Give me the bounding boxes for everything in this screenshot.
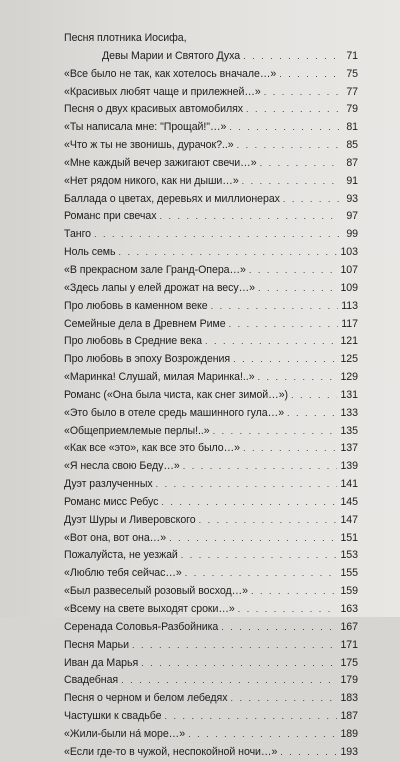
- toc-entry: [64, 369, 358, 387]
- toc-entry: [64, 690, 358, 708]
- toc-entry-title: Семейные дела в Древнем Риме: [64, 317, 226, 330]
- toc-entry-page-number: 175: [340, 656, 358, 669]
- dot-leader: [243, 48, 339, 66]
- toc-entry: [64, 30, 358, 48]
- dot-leader: [264, 84, 339, 102]
- dot-leader: [229, 316, 339, 334]
- dot-leader: [188, 726, 337, 744]
- toc-entry: [64, 655, 358, 673]
- dot-leader: [183, 458, 338, 476]
- toc-entry-page-number: 99: [346, 228, 358, 241]
- toc-entry: [64, 280, 358, 298]
- toc-entry: [64, 726, 358, 744]
- dot-leader: [181, 547, 338, 565]
- toc-entry-title: Серенада Соловья-Разбойника: [64, 620, 219, 633]
- dot-leader: [260, 155, 339, 173]
- dot-leader: [249, 262, 338, 280]
- toc-entry: [64, 101, 358, 119]
- toc-entry-title: «Маринка! Слушай, милая Маринка!..»: [64, 371, 255, 384]
- toc-entry: [64, 565, 358, 583]
- dot-leader: [121, 672, 337, 690]
- toc-entry-title: Песня о черном и белом лебедях: [64, 692, 228, 705]
- toc-entry-page-number: 147: [340, 513, 358, 526]
- toc-entry: [64, 155, 358, 173]
- toc-entry: [64, 298, 358, 316]
- toc-entry-page-number: 93: [346, 192, 358, 205]
- toc-entry-page-number: 103: [340, 246, 358, 259]
- toc-entry: [64, 744, 358, 762]
- dot-leader: [221, 619, 337, 637]
- toc-entry: [64, 351, 358, 369]
- toc-entry-title: «Люблю тебя сейчас…»: [64, 567, 182, 580]
- toc-entry-title: «Я несла свою Беду…»: [64, 460, 180, 473]
- toc-entry-page-number: 91: [346, 174, 358, 187]
- toc-entry-title: Романс мисс Ребус: [64, 495, 159, 508]
- dot-leader: [279, 66, 339, 84]
- toc-entry-title: «Здесь лапы у елей дрожат на весу…»: [64, 281, 256, 294]
- toc-entry: [64, 66, 358, 84]
- dot-leader: [119, 244, 338, 262]
- toc-entry-title: Баллада о цветах, деревьях и миллионерах: [64, 192, 280, 205]
- toc-entry-page-number: 87: [346, 156, 358, 169]
- toc-entry-page-number: 121: [340, 335, 358, 348]
- toc-entry-page-number: 113: [341, 299, 358, 312]
- toc-entry: [64, 512, 358, 530]
- toc-entry-title: «Если где-то в чужой, неспокойной ночи…»: [64, 745, 278, 758]
- toc-entry-page-number: 159: [340, 585, 358, 598]
- toc-entry-page-number: 117: [341, 317, 358, 330]
- toc-entry-title: Дуэт разлученных: [64, 478, 153, 491]
- toc-entry-title: «Что ж ты не звонишь, дурачок?..»: [64, 139, 234, 152]
- toc-entry-title: «Мне каждый вечер зажигают свечи…»: [64, 156, 257, 169]
- toc-entry: [64, 494, 358, 512]
- toc-entry-title: «В прекрасном зале Гранд-Опера…»: [64, 263, 246, 276]
- dot-leader: [213, 423, 338, 441]
- toc-entry-page-number: 97: [346, 210, 358, 223]
- dot-leader: [238, 601, 338, 619]
- toc-entry-title: Свадебная: [64, 674, 119, 687]
- dot-leader: [283, 191, 339, 209]
- toc-entry: [64, 530, 358, 548]
- toc-entry-page-number: 163: [340, 603, 358, 615]
- toc-entry: [64, 173, 358, 191]
- toc-entry-page-number: 183: [340, 692, 358, 705]
- dot-leader: [205, 333, 337, 351]
- toc-entry-page-number: 75: [346, 67, 358, 80]
- toc-entry-page-number: 125: [340, 353, 358, 366]
- toc-entry-page-number: 193: [340, 745, 358, 758]
- toc-entry-title: «Красивых любят чаще и прилежней…»: [64, 85, 261, 98]
- toc-entry-page-number: 155: [340, 567, 358, 580]
- toc-entry-page-number: 107: [340, 263, 358, 276]
- toc-entry-title: Дуэт Шуры и Ливеровского: [64, 513, 196, 526]
- toc-entry-page-number: 79: [346, 103, 358, 116]
- toc-entry-title: «Нет рядом никого, как ни дыши…»: [64, 174, 239, 187]
- dot-leader: [246, 101, 339, 119]
- dot-leader: [243, 440, 337, 458]
- dot-leader: [258, 369, 338, 387]
- toc-entry-title: Частушки к свадьбе: [64, 710, 162, 723]
- toc-entry-title: «Вот она, вот она…»: [64, 531, 167, 544]
- toc-entry-title: Пожалуйста, не уезжай: [64, 549, 178, 562]
- dot-leader: [237, 137, 339, 155]
- toc-entry-page-number: 187: [340, 710, 358, 723]
- dot-leader: [229, 119, 339, 137]
- dot-leader: [141, 655, 337, 673]
- toc-entry-page-number: 153: [340, 549, 358, 562]
- toc-entry-title: Танго: [64, 228, 92, 241]
- toc-entry-page-number: 85: [346, 139, 358, 152]
- toc-entry-page-number: 137: [340, 442, 358, 455]
- toc-entry-title: Песня о двух красивых автомобилях: [64, 103, 244, 116]
- toc-entry-title: Про любовь в каменном веке: [64, 299, 208, 312]
- table-of-contents: [64, 30, 358, 762]
- toc-entry-page-number: 151: [340, 531, 358, 544]
- toc-entry: [64, 48, 358, 66]
- dot-leader: [291, 387, 337, 405]
- dot-leader: [211, 298, 339, 316]
- dot-leader: [169, 530, 337, 548]
- dot-leader: [161, 494, 337, 512]
- toc-entry-page-number: 77: [346, 85, 358, 98]
- toc-entry-page-number: 133: [340, 406, 358, 419]
- toc-entry-title: «Жили-были на́ море…»: [64, 727, 186, 740]
- toc-entry: [64, 84, 358, 102]
- toc-entry: [64, 137, 358, 155]
- toc-entry: [64, 440, 358, 458]
- dot-leader: [280, 744, 337, 762]
- toc-entry-page-number: 141: [340, 478, 358, 491]
- toc-entry-title: «Как все «это», как все это было…»: [64, 442, 241, 455]
- toc-entry-page-number: 179: [340, 674, 358, 687]
- toc-entry-title: «Общеприемлемые перлы!..»: [64, 424, 210, 437]
- toc-entry: [64, 547, 358, 565]
- toc-entry: [64, 583, 358, 601]
- dot-leader: [230, 690, 337, 708]
- toc-entry: [64, 333, 358, 351]
- toc-entry-page-number: 167: [340, 620, 358, 633]
- dot-leader: [159, 208, 339, 226]
- toc-entry-page-number: 171: [340, 638, 358, 651]
- toc-entry: [64, 619, 358, 637]
- toc-entry-page-number: 139: [340, 460, 358, 473]
- toc-entry-title: Девы Марии и Святого Духа: [102, 49, 241, 62]
- toc-entry: [64, 708, 358, 726]
- toc-entry-page-number: 81: [346, 121, 358, 134]
- toc-entry-page-number: 189: [340, 727, 358, 740]
- toc-entry: [64, 637, 358, 655]
- toc-entry-title: «Все было не так, как хотелось вначале…»: [64, 67, 277, 80]
- toc-entry-title: Ноль семь: [64, 246, 116, 259]
- toc-entry-title: Про любовь в Средние века: [64, 335, 202, 348]
- dot-leader: [132, 637, 338, 655]
- dot-leader: [233, 351, 337, 369]
- toc-entry-title: Романс («Она была чиста, как снег зимой…»): [64, 388, 289, 401]
- toc-entry-title: Про любовь в эпоху Возрождения: [64, 353, 231, 366]
- toc-entry-page-number: 145: [340, 495, 358, 508]
- toc-entry-title: Песня Марьи: [64, 638, 129, 651]
- toc-entry-page-number: 129: [340, 371, 358, 384]
- toc-entry-title: «Ты написала мне: "Прощай!"…»: [64, 121, 227, 134]
- toc-entry-title: Песня плотника Иосифа,: [64, 32, 187, 44]
- toc-entry: [64, 423, 358, 441]
- toc-entry-page-number: 131: [340, 388, 358, 401]
- toc-entry: [64, 387, 358, 405]
- dot-leader: [94, 226, 339, 244]
- dot-leader: [251, 583, 337, 601]
- toc-entry-title: Романс при свечах: [64, 210, 157, 223]
- dot-leader: [258, 280, 337, 298]
- toc-entry: [64, 226, 358, 244]
- toc-entry-title: «Это было в отеле средь машинного гула…»: [64, 406, 285, 419]
- dot-leader: [287, 405, 337, 423]
- toc-entry-page-number: 135: [340, 424, 358, 437]
- toc-entry: [64, 262, 358, 280]
- toc-entry: [64, 672, 358, 690]
- toc-entry-title: «Был развеселый розовый восход…»: [64, 585, 248, 598]
- toc-entry-title: Иван да Марья: [64, 656, 139, 669]
- toc-entry: [64, 476, 358, 494]
- toc-entry: [64, 119, 358, 137]
- toc-entry: [64, 316, 358, 334]
- dot-leader: [199, 512, 338, 530]
- toc-entry: [64, 405, 358, 423]
- toc-entry-page-number: 109: [340, 281, 358, 294]
- dot-leader: [242, 173, 339, 191]
- toc-entry: [64, 458, 358, 476]
- toc-entry: [64, 208, 358, 226]
- toc-entry-title: «Всему на свете выходят сроки…»: [64, 603, 235, 615]
- toc-entry: [64, 601, 358, 619]
- dot-leader: [185, 565, 338, 583]
- toc-entry-page-number: 71: [346, 49, 358, 62]
- toc-entry: [64, 244, 358, 262]
- dot-leader: [156, 476, 338, 494]
- toc-entry: [64, 191, 358, 209]
- dot-leader: [164, 708, 337, 726]
